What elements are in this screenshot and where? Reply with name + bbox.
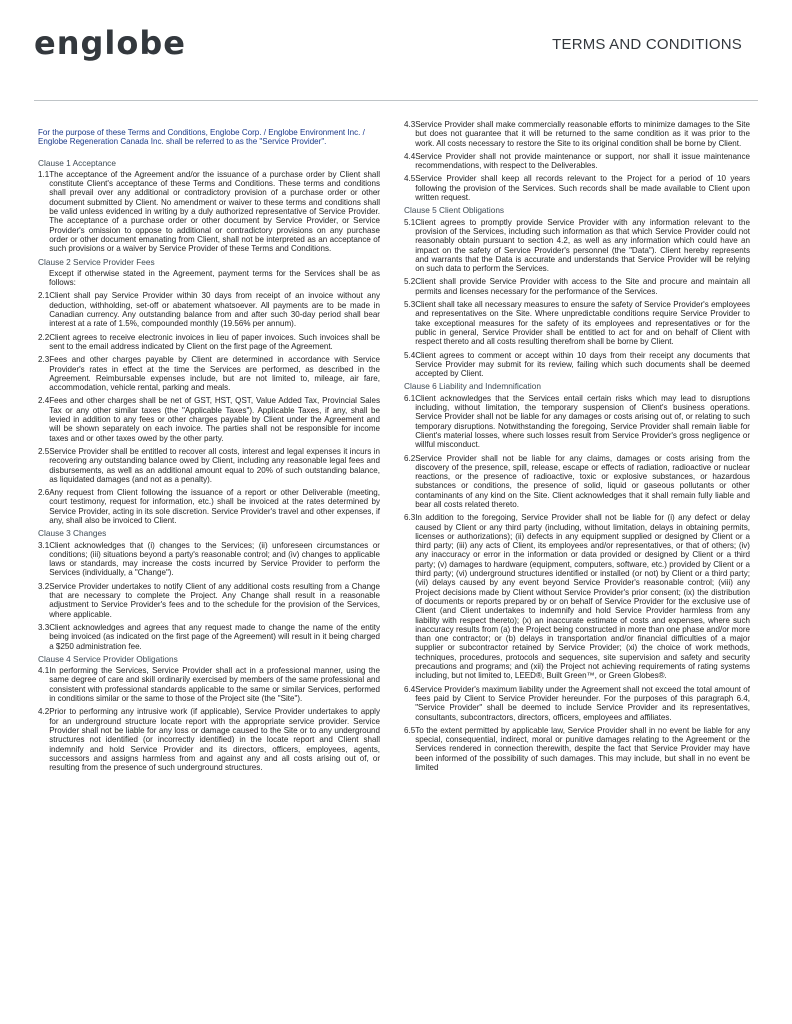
intro-paragraph: For the purpose of these Terms and Conditions, Englobe Corp. / Englobe Environment Inc. / Englobe Regeneration Canada Inc. shall be referred to as the "Service Provider". [38,128,365,147]
item-text: Client shall provide Service Provider with access to the Site and procure and maintain all permits and licenses necessary for the performance of the Services. [415,277,750,296]
clause-item-5-2 [404,277,750,296]
item-text: Service Provider shall keep all records relevant to the Project for a period of 10 years following the provision of the Services. Such records shall be made available to Client upon written request. [415,174,750,203]
clause-item-5-1 [404,218,750,274]
clause-item-6-2 [404,454,750,510]
clause-item-6-1 [404,394,750,450]
item-text: Client acknowledges that the Services entail certain risks which may lead to disruptions including, without limitation, the temporary suspension of Client's business operations. Service Provider shall not be liable for any damages or costs arising out of, or relating to such temporary disruptions. Notwithstanding the foregoing, Service Provider shall remain liable for Client's material losses, where such losses result from Service Provider's gross negligence or willful misconduct. [415,393,750,450]
item-number: 4.3 [404,120,416,129]
clause-1-heading: Clause 1 Acceptance [38,157,116,168]
item-number: 3.2 [38,581,50,591]
clause-5-heading: Clause 5 Client Obligations [404,205,505,216]
item-number: 5.1 [404,217,416,227]
item-number: 6.5 [404,725,416,735]
clause-item-5-3 [404,300,750,346]
item-text: Service Provider shall make commercially reasonable efforts to minimize damages to the Site but does not guarantee that it will be returned to the same condition as it was prior to the work. All costs necessary to restore the Site to its original condition shall be borne by Client. [415,120,750,148]
clause-2-heading: Clause 2 Service Provider Fees [38,256,155,267]
header-divider [34,100,758,101]
item-text: Service Provider shall not be liable for any claims, damages or costs arising from the discovery of the presence, spill, release, escape or effects of radiation, radioactive or nuclear reactions, or the presence of radioactive, toxic or explosive substances, or hazardous substances or conditions, the presence of solid, liquid or gaseous pollutants or other contaminants of any kind on the Site. Client acknowledges that it shall remain fully liable and bear all costs related thereto. [415,453,750,509]
clause-item-4-3 [404,120,750,148]
item-number: 3.1 [38,540,50,550]
item-text: Fees and other charges payable by Client are determined in accordance with Service Provider's rates in effect at the time the Services are performed, as described in the Agreement. Reimbursable expenses include, but are not limited to, mileage, air fare, accommodation, vehicle rental, parking and meals. [49,355,380,393]
item-number: 2.4 [38,396,50,406]
item-text: To the extent permitted by applicable law, Service Provider shall in no event be liable for any special, consequential, indirect, moral or punitive damages relating to the Agreement or the Services rendered in connection therewith, despite the fact that Service Provider may have been informed of the possibility of such damages. This may include, but shall in no event be limited [415,725,750,772]
clause-6-heading: Clause 6 Liability and Indemnification [404,381,541,392]
clause-2-lead: Except if otherwise stated in the Agreement, payment terms for the Services shall be as follows: [49,268,380,288]
item-text: Service Provider shall be entitled to recover all costs, interest and legal expenses it incurs in recovering any outstanding balance owed by Client, including any reasonable legal fees and disbursements, as well as an additional amount equal to 20% of such outstanding balance, as liquidated damages (and not as a penalty). [49,446,380,484]
englobe-logo: englobe [34,24,186,62]
item-number: 1.1 [38,169,50,179]
clause-item-6-5 [404,726,750,772]
item-text: Client agrees to comment or accept within 10 days from their receipt any documents that Service Provider may submit for its review, failing which such documents shall be deemed accepted by Client. [415,350,750,379]
clause-item-2-6 [38,488,380,525]
clause-item-2-1 [38,291,380,328]
item-text: Service Provider's maximum liability under the Agreement shall not exceed the total amount of fees paid by Client to Service Provider hereunder. For the purposes of this paragraph 6.4, "Service Provider" shall be deemed to include Service Provider and its representatives, consultants, subcontractors, directors, officers, employees and affiliates. [415,684,750,722]
clause-item-3-1 [38,541,380,578]
clause-item-5-4 [404,351,750,379]
item-number: 3.3 [38,622,50,632]
clause-item-6-4 [404,685,750,722]
item-text: Client acknowledges that (i) changes to the Services; (ii) unforeseen circumstances or conditions; (iii) situations beyond a party's reasonable control; and (iv) changes to applicable laws or standards, may increase the costs incurred by Service Provider to perform the Services (individually, a "Change"). [49,540,380,578]
clause-item-2-2 [38,333,380,352]
clause-item-3-2 [38,582,380,619]
item-number: 4.2 [38,707,50,717]
item-text: Client agrees to promptly provide Service Provider with any information relevant to the provision of the Services, including such information as that which Service Provider could not reasonably obtain pursuant to section 4.2, as well as any information which could have an impact on the safety of Service Provider's personnel (the "Data"). Client hereby represents and warrants that the Data is accurate and understands that Service Provider will be relying on such data to perform the Services. [415,217,750,274]
left-column [38,120,380,776]
document-title: TERMS AND CONDITIONS [552,36,742,53]
item-text: Client shall take all necessary measures to ensure the safety of Service Provider's employees and representatives on the Site. Where unpredictable conditions require Service Provider to take exceptional measures for the safety of its employees and representatives or for the public in general, Service Provider shall be entitled to act for and on behalf of Client with respect thereto and all costs resulting therefrom shall be borne by Client. [415,300,750,347]
clause-item-4-4 [404,152,750,171]
item-text: In performing the Services, Service Provider shall act in a professional manner, using the same degree of care and skill ordinarily exercised by members of the same professional and consistent with professional standards applicable to the same or similar Services, performed in conditions similar or the same to those of the Project site (the "Site"). [49,666,380,704]
item-number: 6.4 [404,684,416,694]
clause-item-2-4 [38,396,380,442]
item-number: 5.2 [404,277,416,287]
clause-item-4-2 [38,707,380,772]
clause-item-4-5 [404,174,750,202]
clause-item-2-3 [38,355,380,392]
item-number: 5.4 [404,350,416,360]
item-text: The acceptance of the Agreement and/or the issuance of a purchase order by Client shall constitute Client's acceptance of these Terms and Conditions. These terms and conditions shall prevail over any additional or contradictory provision of a purchase order or other document submitted by Client. No amendment or waiver to these terms and conditions shall be valid unless evidenced in writing by a duly authorized representative of Service Provider. The acceptance of a purchase order or other document by Service Provider, or Service Provider's omission to oppose to additional or contradictory provisions on any purchase order or other document emanating from Client, shall not be interpreted as an acceptance of such provisions or a waiver by Service Provider of these Terms and Conditions. [49,169,380,254]
clause-item-2-5 [38,447,380,484]
clause-4-heading: Clause 4 Service Provider Obligations [38,653,178,664]
item-text: Client acknowledges and agrees that any request made to change the name of the entity being invoiced (as indicated on the first page of the Agreement) will result in it being charged a $250 administration fee. [49,622,380,651]
item-text: Fees and other charges shall be net of GST, HST, QST, Value Added Tax, Provincial Sales Tax or any other similar taxes (the "Applicable Taxes"). Applicable Taxes, if any, shall be levied in addition to any fees or other charges payable by Client under the Agreement and will be shown separately on each invoice. The parties shall not be responsible for income taxes and or other taxes owed by the other party. [49,396,380,443]
item-number: 6.2 [404,453,416,463]
item-number: 2.2 [38,332,50,342]
item-text: In addition to the foregoing, Service Provider shall not be liable for (i) any defect or delay caused by Client or any third party (including, without limitation, delays in obtaining permits, licenses or authorizations); (ii) defects in any equipment supplied or designed by Client or a third party; (iii) any acts of Client, its employees and/or representatives, or that of others; (iv) any inaccuracy or error in the information or data provided or designed by Client or a third party; (v) damages to hardware (equipment, computers, software, etc.) provided by Client or a third party; (vi) underground structures identified or installed (or not) by Client or a third party; (vii) delays caused by any event beyond Service Provider's reasonable control; (viii) any Project decisions made by Client without Service Provider's prior consent; (ix) the distribution of documents or reports prepared by or on behalf of Service Provider for the exclusive use of Client (and Client undertakes to indemnify and hold Service Provider harmless from any liability with respect thereto); (x) an inaccurate estimate of costs and expenses, where such inaccuracy results from (a) the Project being constructed in more than one phase and/or more than one contractor; or (b) delays in transportation and/or financial difficulties of a major supplier or subcontractor retained by Service Provider; (xi) the choice of work methods, techniques, procedures, protocols and sequences, site supervision and safety and security precautions and programs; and (xii) the Project not achieving requirements of rating systems including, but not limited to, LEED®, Built Green™, or Green Globes®. [415,513,750,681]
item-text: Service Provider shall not provide maintenance or support, nor shall it issue maintenance recommendations, with respect to the Deliverables. [415,151,750,171]
item-text: Client shall pay Service Provider within 30 days from receipt of an invoice without any deduction, withholding, set-off or abatement whatsoever. All payments are to be made in Canadian currency. Any outstanding balance from and after such 30-day period shall bear interest at a rate of 1.5%, compounded monthly (19.56% per annum). [49,291,380,329]
item-number: 4.4 [404,151,416,161]
item-text: Any request from Client following the issuance of a report or other Deliverable (meeting, court testimony, request for information, etc.) shall be invoiced at the rates determined by Service Provider, acting in its sole discretion. Service Provider's travel and other expenses, if any, shall also be invoiced to Client. [49,488,380,525]
item-number: 5.3 [404,300,416,310]
item-text: Service Provider undertakes to notify Client of any additional costs resulting from a Change that are necessary to complete the Project. Any Change shall result in a reasonable adjustment to Service Provider's fees and to the schedule for the provision of the Services, where applicable. [49,581,380,619]
clause-item-4-1 [38,666,380,703]
clause-item-6-3 [404,513,750,680]
right-column [404,120,750,776]
clause-item-3-3 [38,623,380,651]
item-text: Prior to performing any intrusive work (if applicable), Service Provider undertakes to apply for an underground structure locate report with the appropriate service provider. Service Provider shall not be liable for any loss or damage caused to the Site or to any underground structures not identified (or incorrectly identified) in the locate report and Client shall indemnify and hold Service Provider and its directors, officers, employees, agents, successors and assigns harmless from and against any and all costs arising out of, or resulting from the presence of such underground structures. [49,707,380,773]
item-number: 2.3 [38,355,50,365]
item-text: Client agrees to receive electronic invoices in lieu of paper invoices. Such invoices shall be sent to the email address indicated by Client on the first page of the Agreement. [49,332,380,351]
item-number: 2.1 [38,291,50,301]
clause-item-1-1 [38,170,380,254]
item-number: 4.5 [404,174,416,184]
item-number: 4.1 [38,666,50,676]
item-number: 6.1 [404,393,416,403]
item-number: 6.3 [404,513,416,523]
item-number: 2.5 [38,446,50,456]
item-number: 2.6 [38,488,50,498]
clause-3-heading: Clause 3 Changes [38,528,107,539]
